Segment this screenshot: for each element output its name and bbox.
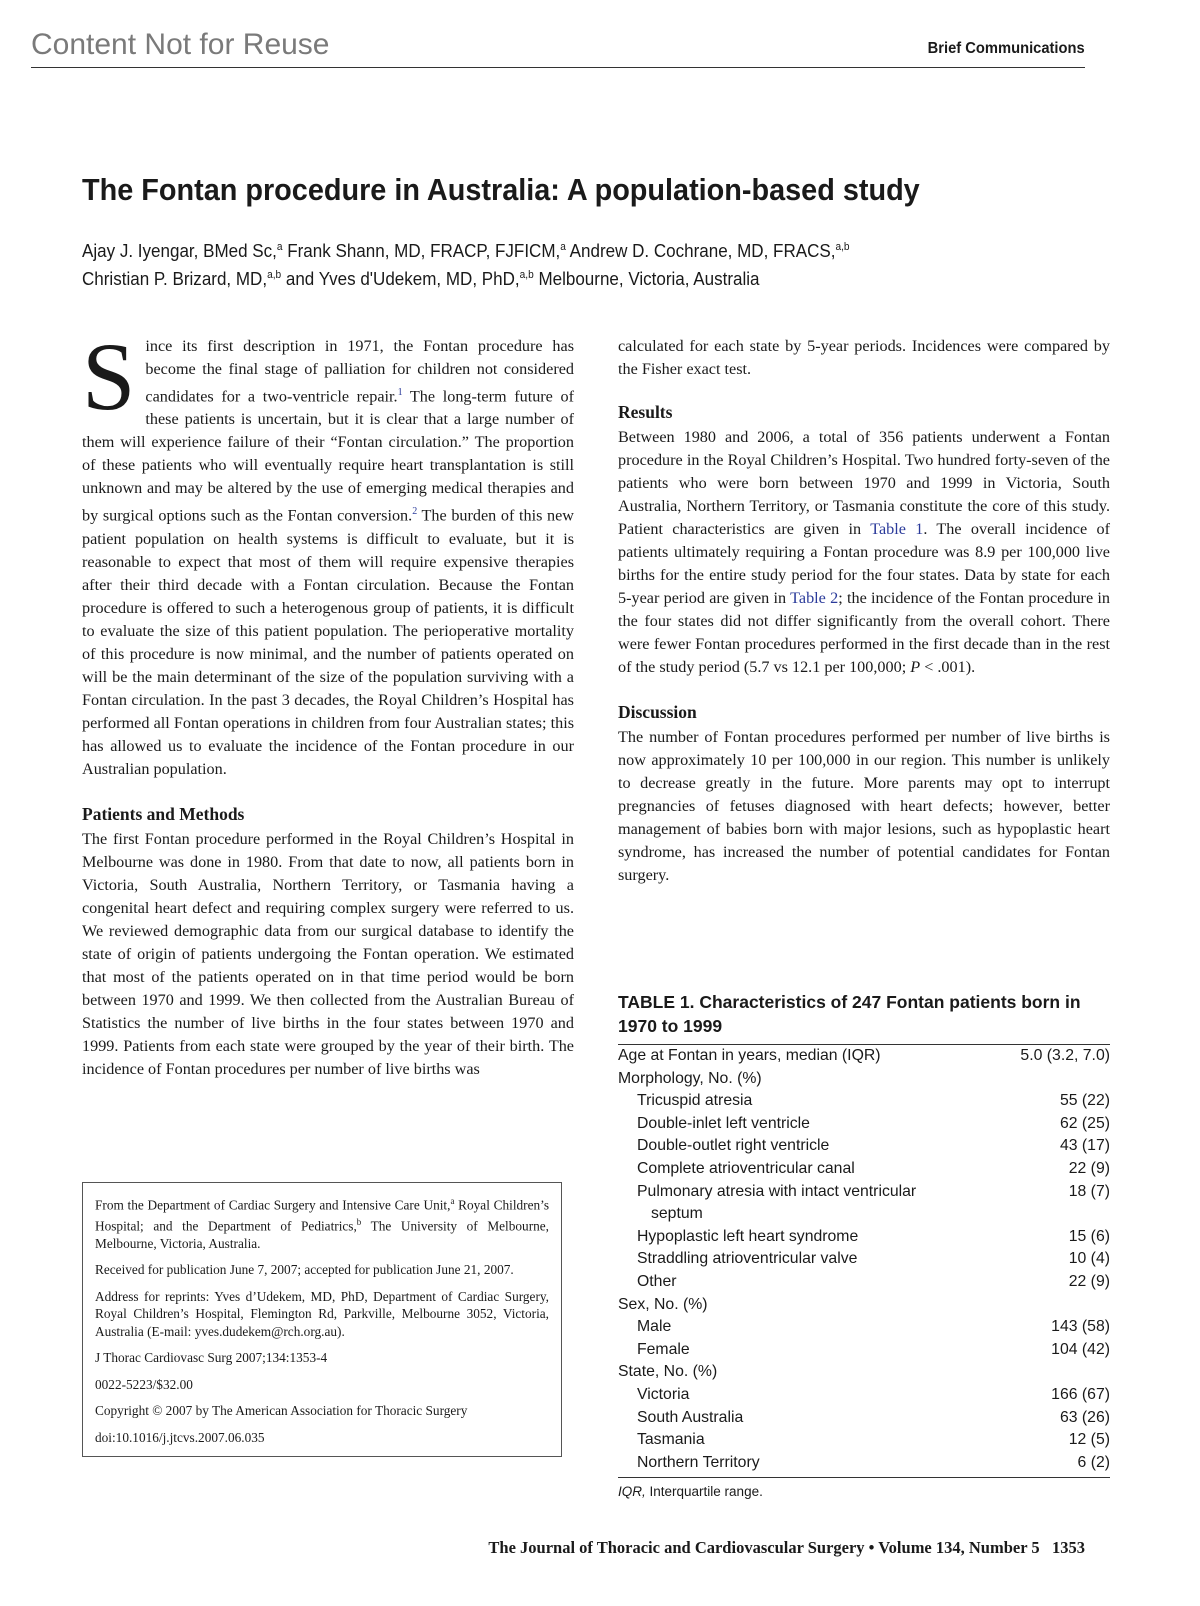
row-value: 15 (6)	[1068, 1227, 1110, 1245]
row-label: Double-outlet right ventricle	[637, 1137, 830, 1155]
table-row	[618, 1113, 1110, 1136]
row-value: 12 (5)	[1068, 1431, 1110, 1449]
table-row	[618, 1068, 1110, 1091]
affiliation-marker: a	[276, 241, 283, 253]
intro-text: The long-term future of these patients is uncertain, but it is clear that a large number of them will experience failure of their “Fontan circulation.” The proportion of these patients who will eventually require heart transplantation is still unknown and may be altered by the use of emerging medical therapies and by surgical options such as the Fontan conversion.	[82, 387, 574, 525]
author-name: Andrew D. Cochrane, MD, FRACS,	[565, 240, 836, 262]
reference-link[interactable]: 1	[397, 387, 403, 398]
table-row	[618, 1384, 1110, 1407]
right-column	[618, 335, 1110, 887]
row-value: 143 (58)	[1051, 1318, 1110, 1336]
row-label: Tricuspid atresia	[637, 1092, 753, 1110]
row-value: 166 (67)	[1051, 1385, 1110, 1403]
methods-continued: calculated for each state by 5-year periods. Incidences were compared by the Fisher exact test.	[618, 337, 1110, 378]
drop-cap: S	[82, 323, 136, 430]
row-value: 55 (22)	[1059, 1092, 1110, 1110]
intro-text: ince its first description in 1971, the Fontan procedure has become the final stage of palliation for children not considered candidates for a two-ventricle repair.	[145, 337, 574, 406]
author-location: Melbourne, Victoria, Australia	[533, 268, 760, 290]
row-value	[996, 1294, 1110, 1317]
table1-link[interactable]: Table 1	[870, 520, 924, 538]
section-label: Brief Communications	[927, 40, 1085, 57]
table-row	[618, 1248, 1110, 1271]
row-value: 6 (2)	[1077, 1453, 1110, 1471]
results-text: . The overall incidence of patients ultimately requiring a Fontan procedure was 8.9 per 100,000 live births for the entire study period for the four states. Data by state for each 5-year period are given in	[618, 520, 1110, 607]
row-value	[996, 1203, 1110, 1226]
results-text: ; the incidence of the Fontan procedure in the four states did not differ significantly from the overall cohort. There were fewer Fontan procedures performed in the first decade than in the rest of the study period (5.7 vs 12.1 per 100,000;	[618, 589, 1110, 676]
row-value: 18 (7)	[1068, 1182, 1110, 1200]
row-label: Straddling atrioventricular valve	[637, 1250, 858, 1268]
header-divider	[31, 67, 1085, 68]
row-label: Hypoplastic left heart syndrome	[637, 1227, 859, 1245]
row-value	[996, 1068, 1110, 1091]
table2-link[interactable]: Table 2	[790, 589, 839, 607]
row-label: Victoria	[637, 1385, 690, 1403]
methods-paragraph: The first Fontan procedure performed in the Royal Children’s Hospital in Melbourne was done in 1980. From that date to now, all patients born in Victoria, South Australia, Northern Territory, or Tasmania having a congenital heart defect and requiring complex surgery were referred to us. We reviewed demographic data from our surgical database to identify the state of origin of patients undergoing the Fontan operation. We estimated that most of the patients operated on in that time period would be born between 1970 and 1999. We then collected from the Australian Bureau of Statistics the number of live births in the four states between 1970 and 1999. Patients from each state were grouped by the year of their birth. The incidence of Fontan procedures per number of live births was	[82, 829, 574, 1078]
issn: 0022-5223/$32.00	[95, 1376, 193, 1392]
affiliation-marker: a,b	[835, 241, 850, 253]
table-row	[618, 1271, 1110, 1294]
row-label: Male	[637, 1318, 672, 1336]
row-label: Other	[637, 1272, 677, 1290]
table-row	[618, 1339, 1110, 1362]
author-line-1	[82, 235, 850, 263]
table-row	[618, 1452, 1110, 1475]
affiliation-marker: b	[356, 1216, 362, 1227]
left-column	[82, 323, 574, 1081]
row-value: 63 (26)	[1059, 1408, 1110, 1426]
row-label: Complete atrioventricular canal	[637, 1159, 855, 1177]
table-row	[618, 1203, 1110, 1226]
row-label: Morphology, No. (%)	[618, 1069, 762, 1087]
table-row	[618, 1090, 1110, 1113]
results-text: Between 1980 and 2006, a total of 356 patients underwent a Fontan procedure in the Royal Children’s Hospital. Two hundred forty-seven of the patients who were born between 1970 and 1999 in Victoria, South Australia, Northern Territory, or Tasmania constitute the core of this study. Patient characteristics are given in	[618, 428, 1110, 538]
row-value: 62 (25)	[1059, 1114, 1110, 1132]
results-heading: Results	[618, 402, 673, 422]
row-value: 43 (17)	[1059, 1137, 1110, 1155]
author-line-2	[82, 263, 850, 291]
citation: J Thorac Cardiovasc Surg 2007;134:1353-4	[95, 1350, 328, 1366]
table-row	[618, 1294, 1110, 1317]
affiliation-text: From the Department of Cardiac Surgery and Intensive Care Unit,	[95, 1197, 451, 1213]
intro-paragraph	[82, 323, 574, 781]
author-list	[82, 235, 850, 291]
footnote-abbreviation: IQR,	[618, 1484, 646, 1500]
row-label: Double-inlet left ventricle	[637, 1114, 810, 1132]
row-label: Female	[637, 1340, 690, 1358]
article-title: The Fontan procedure in Australia: A population-based study	[82, 172, 920, 207]
table-row	[618, 1135, 1110, 1158]
page-footer	[488, 1538, 1085, 1558]
row-label: Sex, No. (%)	[618, 1295, 708, 1313]
journal-info: The Journal of Thoracic and Cardiovascular Surgery • Volume 134, Number 5	[488, 1538, 1040, 1557]
table-row	[618, 1158, 1110, 1181]
row-label: septum	[651, 1205, 703, 1223]
doi-link[interactable]: doi:10.1016/j.jtcvs.2007.06.035	[95, 1429, 265, 1445]
author-name: Ajay J. Iyengar, BMed Sc,	[82, 240, 277, 262]
methods-heading: Patients and Methods	[82, 803, 245, 824]
table-footnote	[618, 1484, 1110, 1499]
affiliation-text: The University of Melbourne, Melbourne, Victoria, Australia.	[95, 1218, 550, 1251]
table-row	[618, 1316, 1110, 1339]
row-value: 10 (4)	[1068, 1250, 1110, 1268]
author-name: Christian P. Brizard, MD,	[82, 268, 268, 290]
table-bottom-rule	[618, 1477, 1110, 1478]
affiliation-marker: a	[560, 241, 566, 253]
row-value: 22 (9)	[1068, 1272, 1110, 1290]
table-row	[618, 1181, 1110, 1204]
row-value: 22 (9)	[1068, 1159, 1110, 1177]
discussion-paragraph: The number of Fontan procedures performed per number of live births is now approximately 10 per 100,000 in our region. This number is unlikely to decrease greatly in the future. More parents may opt to interrupt pregnancies of fetuses diagnosed with heart defects; however, better management of babies born with major lesions, such as hypoplastic heart syndrome, has increased the number of potential candidates for Fontan surgery.	[618, 728, 1110, 884]
article-info-box	[82, 1182, 562, 1457]
watermark-text: Content Not for Reuse	[31, 28, 330, 61]
table-row	[618, 1226, 1110, 1249]
p-value-symbol: P	[910, 658, 921, 676]
affiliations	[95, 1193, 549, 1252]
discussion-heading: Discussion	[618, 702, 697, 722]
affiliation-marker: a,b	[267, 269, 282, 282]
reprint-address: Address for reprints: Yves d’Udekem, MD, PhD, Department of Cardiac Surgery, Royal Children’s Hospital, Flemington Rd, Parkville, Melbourne 3052, Victoria, Australia (E-mail: yves.dudekem@rch.org.au).	[95, 1288, 549, 1339]
row-label: Pulmonary atresia with intact ventricular	[637, 1182, 917, 1200]
table-body	[618, 1045, 1110, 1474]
affiliation-marker: a,b	[519, 269, 534, 282]
row-label: South Australia	[637, 1408, 744, 1426]
row-label: Age at Fontan in years, median (IQR)	[618, 1047, 881, 1064]
page-number: 1353	[1052, 1538, 1085, 1557]
affiliation-text: Royal Children’s Hospital; and the Department of Pediatrics,	[95, 1197, 550, 1234]
footnote-text: Interquartile range.	[645, 1484, 763, 1500]
table-row	[618, 1407, 1110, 1430]
copyright: Copyright © 2007 by The American Association for Thoracic Surgery	[95, 1403, 468, 1419]
reference-link[interactable]: 2	[412, 506, 418, 518]
intro-text: The burden of this new patient population on health systems is difficult to evaluate, but it is reasonable to expect that most of them will require expensive therapies after their third decade with a Fontan circulation. Because the Fontan procedure is offered to such a heterogenous group of patients, it is difficult to evaluate the size of this patient population. The perioperative mortality of this procedure is now minimal, and the number of patients operated on will be the main determinant of the size of the population surviving with a Fontan circulation. In the past 3 decades, the Royal Children’s Hospital has performed all Fontan operations in children from four Australian states; this has allowed us to evaluate the incidence of the Fontan procedure in our Australian population.	[82, 506, 574, 778]
table-row	[618, 1045, 1110, 1068]
table-row	[618, 1429, 1110, 1452]
results-text: < .001).	[920, 658, 976, 676]
received-dates: Received for publication June 7, 2007; accepted for publication June 21, 2007.	[95, 1262, 514, 1278]
row-value: 5.0 (3.2, 7.0)	[1020, 1047, 1110, 1064]
row-value: 104 (42)	[1051, 1340, 1110, 1358]
table-title: TABLE 1. Characteristics of 247 Fontan patients born in 1970 to 1999	[618, 992, 1081, 1036]
affiliation-marker: a	[450, 1196, 455, 1206]
row-label: Tasmania	[637, 1431, 705, 1449]
author-name: Frank Shann, MD, FRACP, FJFICM,	[282, 240, 561, 262]
table-1	[618, 990, 1110, 1499]
row-label: State, No. (%)	[618, 1363, 718, 1381]
table-row	[618, 1361, 1110, 1384]
row-label: Northern Territory	[637, 1453, 760, 1471]
results-paragraph	[618, 426, 1110, 679]
author-name: and Yves d'Udekem, MD, PhD,	[281, 268, 520, 290]
row-value	[996, 1361, 1110, 1384]
